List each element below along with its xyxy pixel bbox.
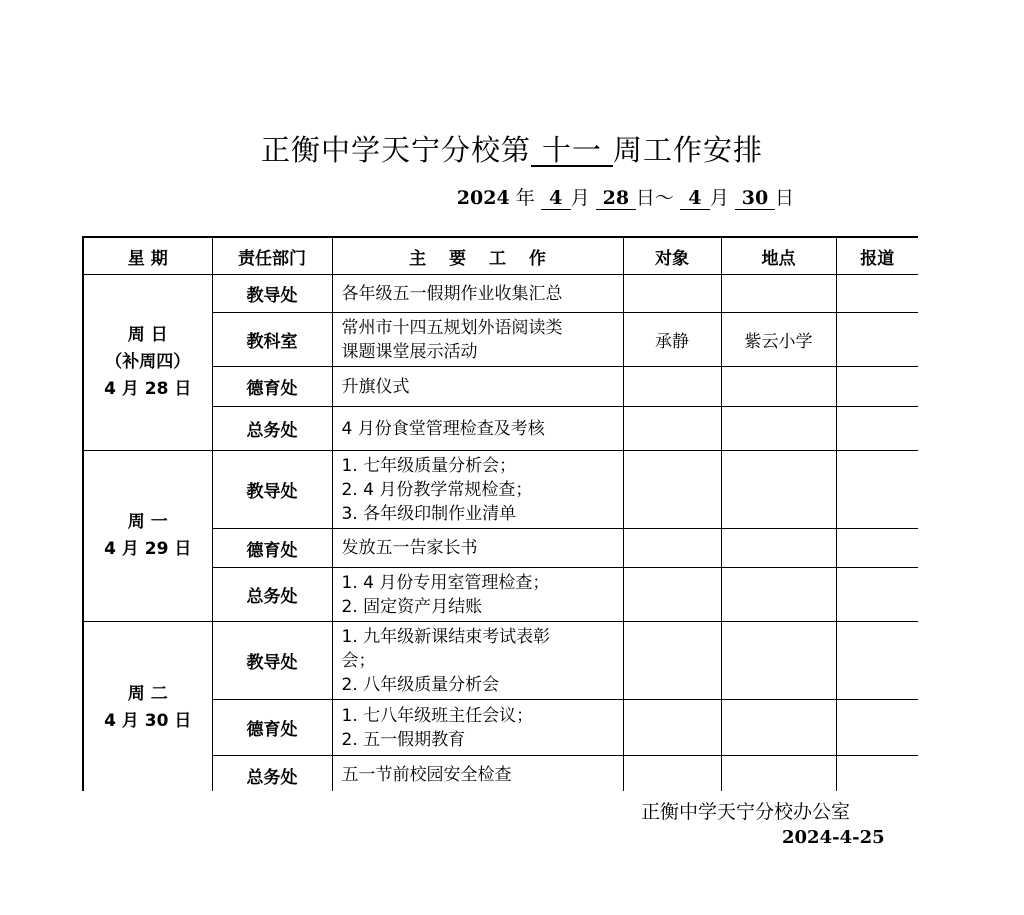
dept-cell: 总务处 — [212, 407, 332, 451]
dept-cell: 总务处 — [212, 568, 332, 622]
title-prefix: 正衡中学天宁分校第 — [260, 133, 531, 167]
report-cell — [836, 313, 918, 367]
date-month-unit-2: 月 — [709, 187, 729, 209]
target-cell — [623, 407, 721, 451]
target-cell — [623, 622, 721, 700]
report-cell — [836, 700, 918, 756]
work-cell — [332, 313, 623, 367]
page-title — [0, 128, 1024, 169]
work-cell — [332, 367, 623, 407]
report-cell — [836, 529, 918, 568]
place-cell: 紫云小学 — [721, 313, 836, 367]
work-line: 发放五一告家长书 — [341, 538, 478, 558]
day-cell-sunday — [83, 275, 212, 451]
report-cell — [836, 451, 918, 529]
header-main-work: 主 要 工 作 — [332, 237, 623, 275]
place-cell — [721, 622, 836, 700]
work-cell — [332, 529, 623, 568]
work-line: 1. 九年级新课结束考试表彰 — [341, 626, 551, 647]
dept-cell: 教导处 — [212, 275, 332, 313]
header-place: 地点 — [721, 237, 836, 275]
work-line: 4 月份食堂管理检查及考核 — [341, 418, 545, 439]
dept-cell: 教导处 — [212, 622, 332, 700]
place-cell — [721, 275, 836, 313]
place-cell — [721, 700, 836, 756]
place-cell — [721, 529, 836, 568]
header-department: 责任部门 — [212, 237, 332, 275]
day-date: 4 月 29 日 — [104, 539, 192, 559]
header-report: 报道 — [836, 237, 918, 275]
day-note: （补周四） — [105, 352, 191, 372]
work-line: 常州市十四五规划外语阅读类 — [341, 317, 563, 338]
dept-cell: 德育处 — [212, 700, 332, 756]
title-suffix: 周工作安排 — [613, 133, 764, 167]
work-line: 课题课堂展示活动 — [341, 341, 478, 362]
work-line: 会； — [341, 650, 376, 671]
table-row — [83, 275, 918, 313]
day-name: 周 二 — [127, 684, 168, 705]
target-cell — [623, 451, 721, 529]
place-cell — [721, 756, 836, 792]
day-name: 周 一 — [127, 512, 168, 532]
place-cell — [721, 568, 836, 622]
date-end-day-unit: 日 — [774, 187, 794, 209]
day-name: 周 日 — [127, 325, 168, 345]
work-cell — [332, 407, 623, 451]
place-cell — [721, 451, 836, 529]
day-date: 4 月 30 日 — [104, 711, 192, 732]
day-cell-monday — [83, 451, 212, 622]
report-cell — [836, 568, 918, 622]
target-cell — [623, 756, 721, 792]
work-line: 1. 七八年级班主任会议； — [341, 705, 534, 726]
target-cell — [623, 275, 721, 313]
target-cell: 承静 — [623, 313, 721, 367]
report-cell — [836, 275, 918, 313]
date-day-unit: 日～ — [635, 187, 674, 209]
table-row — [83, 451, 918, 529]
work-cell — [332, 756, 623, 792]
footer-organization: 正衡中学天宁分校办公室 — [641, 801, 851, 823]
work-line: 1. 4 月份专用室管理检查； — [341, 572, 550, 593]
work-line: 3. 各年级印制作业清单 — [341, 503, 517, 524]
work-line: 升旗仪式 — [341, 376, 410, 397]
report-cell — [836, 756, 918, 792]
date-year-unit: 年 — [515, 187, 535, 209]
schedule-table-container — [82, 236, 918, 791]
date-end-month: 4 — [680, 187, 710, 210]
footer-date: 2024-4-25 — [782, 827, 885, 848]
day-cell-tuesday — [83, 622, 212, 792]
dept-cell: 教科室 — [212, 313, 332, 367]
date-end-day: 30 — [735, 187, 775, 210]
dept-cell: 总务处 — [212, 756, 332, 792]
target-cell — [623, 529, 721, 568]
work-cell — [332, 622, 623, 700]
table-row — [83, 622, 918, 700]
header-target: 对象 — [623, 237, 721, 275]
work-cell — [332, 451, 623, 529]
work-line: 1. 七年级质量分析会； — [341, 455, 517, 476]
date-start-day: 28 — [596, 187, 636, 210]
place-cell — [721, 407, 836, 451]
day-date: 4 月 28 日 — [104, 379, 192, 399]
work-line: 2. 五一假期教育 — [341, 729, 466, 750]
report-cell — [836, 622, 918, 700]
work-line: 2. 八年级质量分析会 — [341, 674, 500, 695]
date-start-month: 4 — [541, 187, 571, 210]
dept-cell: 德育处 — [212, 529, 332, 568]
work-line: 各年级五一假期作业收集汇总 — [341, 283, 563, 304]
work-cell — [332, 700, 623, 756]
date-range — [457, 183, 794, 210]
place-cell — [721, 367, 836, 407]
report-cell — [836, 407, 918, 451]
target-cell — [623, 700, 721, 756]
target-cell — [623, 568, 721, 622]
work-cell — [332, 275, 623, 313]
header-weekday: 星 期 — [83, 237, 212, 275]
work-line: 2. 4 月份教学常规检查； — [341, 479, 533, 500]
dept-cell: 教导处 — [212, 451, 332, 529]
target-cell — [623, 367, 721, 407]
work-cell — [332, 568, 623, 622]
work-line: 2. 固定资产月结账 — [341, 596, 483, 617]
dept-cell: 德育处 — [212, 367, 332, 407]
report-cell — [836, 367, 918, 407]
title-week-number: 十一 — [531, 135, 613, 167]
table-header-row — [83, 237, 918, 275]
schedule-table — [82, 236, 918, 791]
work-line: 五一节前校园安全检查 — [341, 765, 512, 786]
date-month-unit-1: 月 — [570, 187, 590, 209]
date-year: 2024 — [456, 187, 510, 209]
